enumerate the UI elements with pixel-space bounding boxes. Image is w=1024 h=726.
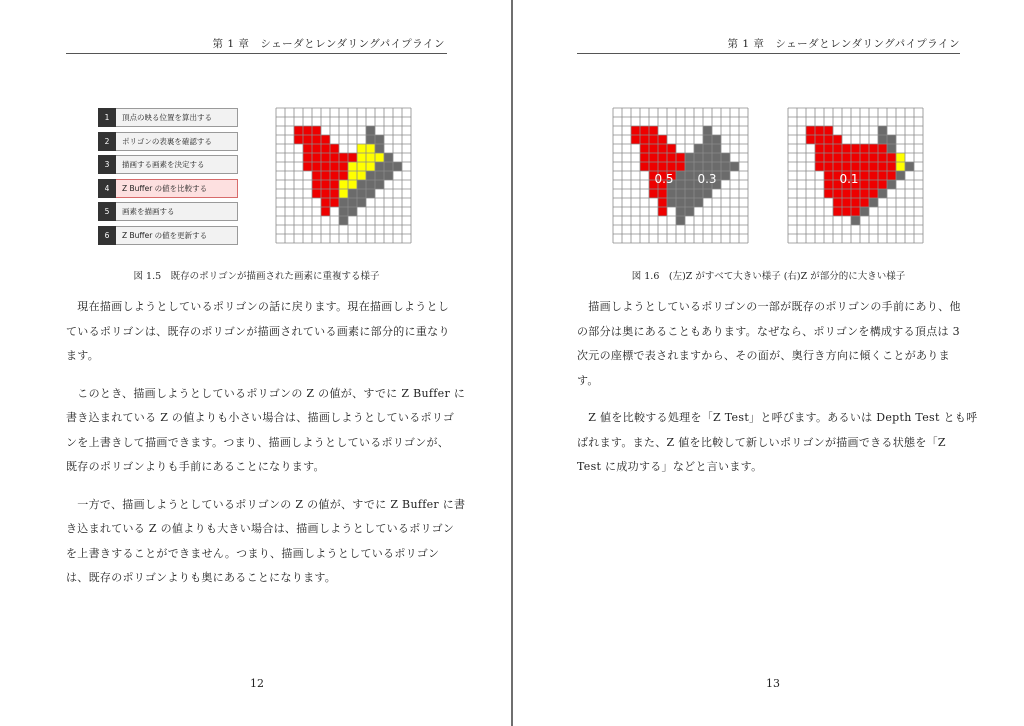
gray-pixel (685, 189, 694, 198)
gray-pixel (694, 198, 703, 207)
red-pixel (860, 189, 869, 198)
red-pixel (658, 153, 667, 162)
overlap-pixel (366, 153, 375, 162)
red-pixel (658, 162, 667, 171)
gray-pixel (366, 180, 375, 189)
red-pixel (339, 162, 348, 171)
step-4-highlighted (98, 179, 238, 198)
red-pixel (815, 144, 824, 153)
red-pixel (869, 171, 878, 180)
overlap-pixel (896, 153, 905, 162)
red-pixel (330, 153, 339, 162)
gray-pixel (896, 171, 905, 180)
gray-pixel (685, 207, 694, 216)
red-pixel (658, 198, 667, 207)
gray-pixel (667, 198, 676, 207)
red-pixel (851, 198, 860, 207)
gray-pixel (676, 189, 685, 198)
paragraph: 一方で、描画しようとしているポリゴンの Z の値が、すでに Z Buffer に書 き込まれている Z の値よりも大きい場合は、描画しようとしているポリゴン を上書きすることができません。つまり、描画しようとしているポリゴン は、既存のポリゴンよりも奥にあることになります。 (66, 497, 466, 584)
red-pixel (339, 153, 348, 162)
red-pixel (330, 180, 339, 189)
red-pixel (303, 144, 312, 153)
gray-pixel (721, 171, 730, 180)
gray-pixel (676, 180, 685, 189)
gray-pixel (348, 198, 357, 207)
page-number: 12 (250, 677, 264, 690)
pixel-grid-svg (787, 107, 925, 245)
red-pixel (640, 144, 649, 153)
gray-pixel (860, 207, 869, 216)
red-pixel (640, 153, 649, 162)
gray-pixel (851, 216, 860, 225)
gray-pixel (357, 198, 366, 207)
red-pixel (824, 180, 833, 189)
gray-pixel (375, 162, 384, 171)
depth-value-label: 0.5 (654, 172, 674, 186)
red-pixel (640, 126, 649, 135)
gray-pixel (878, 189, 887, 198)
red-pixel (321, 153, 330, 162)
gray-pixel (366, 135, 375, 144)
red-pixel (321, 198, 330, 207)
red-pixel (312, 171, 321, 180)
pixel-grid-svg (612, 107, 750, 245)
overlap-pixel (348, 171, 357, 180)
red-pixel (640, 135, 649, 144)
red-pixel (824, 153, 833, 162)
gray-pixel (878, 126, 887, 135)
red-pixel (294, 126, 303, 135)
red-pixel (860, 198, 869, 207)
figure-caption: 図 1.5 既存のポリゴンが描画された画素に重複する様子 (133, 271, 380, 282)
red-pixel (860, 144, 869, 153)
header-rule (577, 53, 960, 54)
overlap-pixel (348, 180, 357, 189)
overlap-pixel (357, 144, 366, 153)
gray-pixel (694, 162, 703, 171)
running-header: 第 1 章 シェーダとレンダリングパイプライン (212, 38, 445, 50)
red-pixel (833, 198, 842, 207)
red-pixel (869, 153, 878, 162)
red-pixel (851, 189, 860, 198)
gray-pixel (730, 162, 739, 171)
gray-pixel (676, 216, 685, 225)
red-pixel (312, 126, 321, 135)
red-pixel (860, 180, 869, 189)
gray-pixel (869, 198, 878, 207)
red-pixel (833, 135, 842, 144)
step-3 (98, 155, 238, 174)
red-pixel (824, 144, 833, 153)
running-header: 第 1 章 シェーダとレンダリングパイプライン (727, 38, 960, 50)
red-pixel (869, 180, 878, 189)
red-pixel (667, 144, 676, 153)
red-pixel (330, 189, 339, 198)
red-pixel (321, 189, 330, 198)
red-pixel (303, 153, 312, 162)
red-pixel (869, 162, 878, 171)
red-pixel (658, 207, 667, 216)
gray-pixel (685, 171, 694, 180)
red-pixel (312, 162, 321, 171)
red-pixel (676, 162, 685, 171)
overlap-pixel (348, 162, 357, 171)
red-pixel (806, 135, 815, 144)
step-1 (98, 108, 238, 127)
red-pixel (824, 171, 833, 180)
gray-pixel (366, 189, 375, 198)
left-page (0, 0, 511, 726)
red-pixel (330, 144, 339, 153)
gray-pixel (887, 180, 896, 189)
gray-pixel (887, 135, 896, 144)
paragraph: このとき、描画しようとしているポリゴンの Z の値が、すでに Z Buffer に 書き込まれている Z の値よりも小さい場合は、描画しようとしているポリゴ ンを上書きして描画できます。つまり、描画しようとしているポリゴンが、 既存のポリゴンよりも手前にあることになります。 (66, 386, 466, 473)
red-pixel (860, 171, 869, 180)
red-pixel (649, 162, 658, 171)
red-pixel (658, 144, 667, 153)
gray-pixel (393, 162, 402, 171)
depth-value-label: 0.3 (697, 172, 717, 186)
red-pixel (806, 126, 815, 135)
step-label: Z Buffer の値を比較する (122, 183, 208, 193)
overlap-pixel (896, 162, 905, 171)
red-pixel (833, 162, 842, 171)
red-pixel (851, 153, 860, 162)
gray-pixel (339, 216, 348, 225)
step-label: 頂点の映る位置を算出する (122, 113, 212, 122)
red-pixel (330, 162, 339, 171)
gray-pixel (905, 162, 914, 171)
red-pixel (878, 171, 887, 180)
step-number: 2 (98, 132, 116, 151)
red-pixel (833, 207, 842, 216)
step-label: Z Buffer の値を更新する (122, 230, 208, 240)
paragraph: 現在描画しようとしているポリゴンの話に戻ります。現在描画しようとし ているポリゴンは、既存のポリゴンが描画されている画素に部分的に重なり ます。 (66, 300, 450, 362)
red-pixel (330, 198, 339, 207)
red-pixel (815, 126, 824, 135)
overlap-pixel (357, 162, 366, 171)
red-pixel (887, 153, 896, 162)
step-number: 4 (98, 179, 116, 198)
red-pixel (303, 135, 312, 144)
red-pixel (824, 135, 833, 144)
gray-pixel (375, 135, 384, 144)
red-pixel (321, 144, 330, 153)
red-pixel (631, 135, 640, 144)
overlap-pixel (357, 171, 366, 180)
step-6 (98, 226, 238, 245)
red-pixel (312, 180, 321, 189)
gray-pixel (384, 153, 393, 162)
gray-pixel (366, 126, 375, 135)
red-pixel (815, 135, 824, 144)
step-label: 描画する画素を決定する (122, 160, 205, 169)
gray-pixel (703, 189, 712, 198)
step-2 (98, 132, 238, 151)
overlap-pixel (366, 144, 375, 153)
red-pixel (640, 162, 649, 171)
red-pixel (348, 153, 357, 162)
pipeline-step-list (98, 108, 238, 249)
gray-pixel (712, 144, 721, 153)
gray-pixel (357, 180, 366, 189)
red-pixel (649, 135, 658, 144)
red-pixel (842, 162, 851, 171)
overlap-pixel (339, 189, 348, 198)
red-pixel (842, 144, 851, 153)
red-pixel (312, 153, 321, 162)
red-pixel (321, 171, 330, 180)
red-pixel (631, 126, 640, 135)
red-pixel (321, 135, 330, 144)
gray-pixel (375, 144, 384, 153)
gray-pixel (878, 135, 887, 144)
gray-pixel (685, 198, 694, 207)
red-pixel (833, 153, 842, 162)
gray-pixel (357, 189, 366, 198)
red-pixel (851, 162, 860, 171)
red-pixel (842, 153, 851, 162)
gray-pixel (694, 153, 703, 162)
red-pixel (833, 144, 842, 153)
gray-pixel (685, 153, 694, 162)
gray-pixel (348, 207, 357, 216)
gray-pixel (676, 207, 685, 216)
red-pixel (887, 162, 896, 171)
red-pixel (312, 189, 321, 198)
red-pixel (676, 153, 685, 162)
overlap-pixel (366, 162, 375, 171)
red-pixel (330, 171, 339, 180)
gray-pixel (375, 180, 384, 189)
gray-pixel (685, 180, 694, 189)
gray-pixel (676, 198, 685, 207)
red-pixel (303, 126, 312, 135)
red-pixel (649, 189, 658, 198)
figure-1-6-right-grid (787, 107, 925, 245)
red-pixel (842, 198, 851, 207)
overlap-pixel (357, 153, 366, 162)
red-pixel (851, 207, 860, 216)
gray-pixel (712, 153, 721, 162)
gray-pixel (721, 162, 730, 171)
red-pixel (649, 144, 658, 153)
gray-pixel (384, 162, 393, 171)
red-pixel (815, 162, 824, 171)
red-pixel (658, 189, 667, 198)
red-pixel (339, 171, 348, 180)
paragraph: 描画しようとしているポリゴンの一部が既存のポリゴンの手前にあり、他 の部分は奥にあることもあります。なぜなら、ポリゴンを構成する頂点は 3 次元の座標で表されますから、その面が、奥行き方向に傾くことがありま す。 (577, 300, 961, 387)
body-text (577, 295, 978, 493)
figure-caption: 図 1.6 (左)Z がすべて大きい様子 (右)Z が部分的に大きい様子 (631, 271, 906, 282)
gray-pixel (694, 144, 703, 153)
red-pixel (321, 180, 330, 189)
red-pixel (878, 153, 887, 162)
overlap-pixel (339, 180, 348, 189)
red-pixel (869, 144, 878, 153)
gray-pixel (667, 189, 676, 198)
red-pixel (815, 153, 824, 162)
gray-pixel (384, 171, 393, 180)
gray-pixel (712, 135, 721, 144)
red-pixel (303, 162, 312, 171)
gray-pixel (375, 171, 384, 180)
paragraph: Z 値を比較する処理を「Z Test」と呼びます。あるいは Depth Test とも呼 ばれます。また、Z 値を比較して新しいポリゴンが描画できる状態を「Z Test に成功する」などと言います。 (577, 411, 978, 473)
page-number: 13 (766, 677, 780, 690)
step-label: ポリゴンの表裏を確認する (122, 136, 212, 146)
step-number: 1 (98, 108, 116, 127)
red-pixel (887, 171, 896, 180)
red-pixel (649, 153, 658, 162)
gray-pixel (339, 198, 348, 207)
red-pixel (658, 135, 667, 144)
red-pixel (842, 207, 851, 216)
gray-pixel (721, 153, 730, 162)
red-pixel (312, 144, 321, 153)
gray-pixel (703, 144, 712, 153)
red-pixel (824, 189, 833, 198)
step-number: 6 (98, 226, 116, 245)
red-pixel (860, 153, 869, 162)
pixel-grid-svg (275, 107, 413, 245)
red-pixel (878, 162, 887, 171)
red-pixel (860, 162, 869, 171)
red-pixel (842, 189, 851, 198)
red-pixel (824, 126, 833, 135)
step-label: 画素を描画する (122, 207, 175, 216)
gray-pixel (366, 171, 375, 180)
red-pixel (878, 144, 887, 153)
header-rule (66, 53, 447, 54)
red-pixel (667, 162, 676, 171)
body-text (66, 295, 466, 604)
gray-pixel (703, 162, 712, 171)
figure-1-5-pixel-grid (275, 107, 413, 245)
red-pixel (321, 207, 330, 216)
gray-pixel (703, 153, 712, 162)
gray-pixel (712, 162, 721, 171)
red-pixel (878, 180, 887, 189)
gray-pixel (703, 135, 712, 144)
red-pixel (321, 162, 330, 171)
step-number: 5 (98, 202, 116, 221)
gray-pixel (685, 162, 694, 171)
red-pixel (833, 189, 842, 198)
gray-pixel (703, 126, 712, 135)
right-page (513, 0, 1024, 726)
step-5 (98, 202, 238, 221)
overlap-pixel (375, 153, 384, 162)
figure-1-6-left-grid (612, 107, 750, 245)
gray-pixel (694, 189, 703, 198)
gray-pixel (339, 207, 348, 216)
gray-pixel (348, 189, 357, 198)
red-pixel (851, 144, 860, 153)
red-pixel (869, 189, 878, 198)
red-pixel (312, 135, 321, 144)
red-pixel (294, 135, 303, 144)
red-pixel (649, 126, 658, 135)
red-pixel (667, 153, 676, 162)
depth-value-label: 0.1 (839, 172, 859, 186)
step-number: 3 (98, 155, 116, 174)
gray-pixel (676, 171, 685, 180)
red-pixel (824, 162, 833, 171)
gray-pixel (887, 144, 896, 153)
